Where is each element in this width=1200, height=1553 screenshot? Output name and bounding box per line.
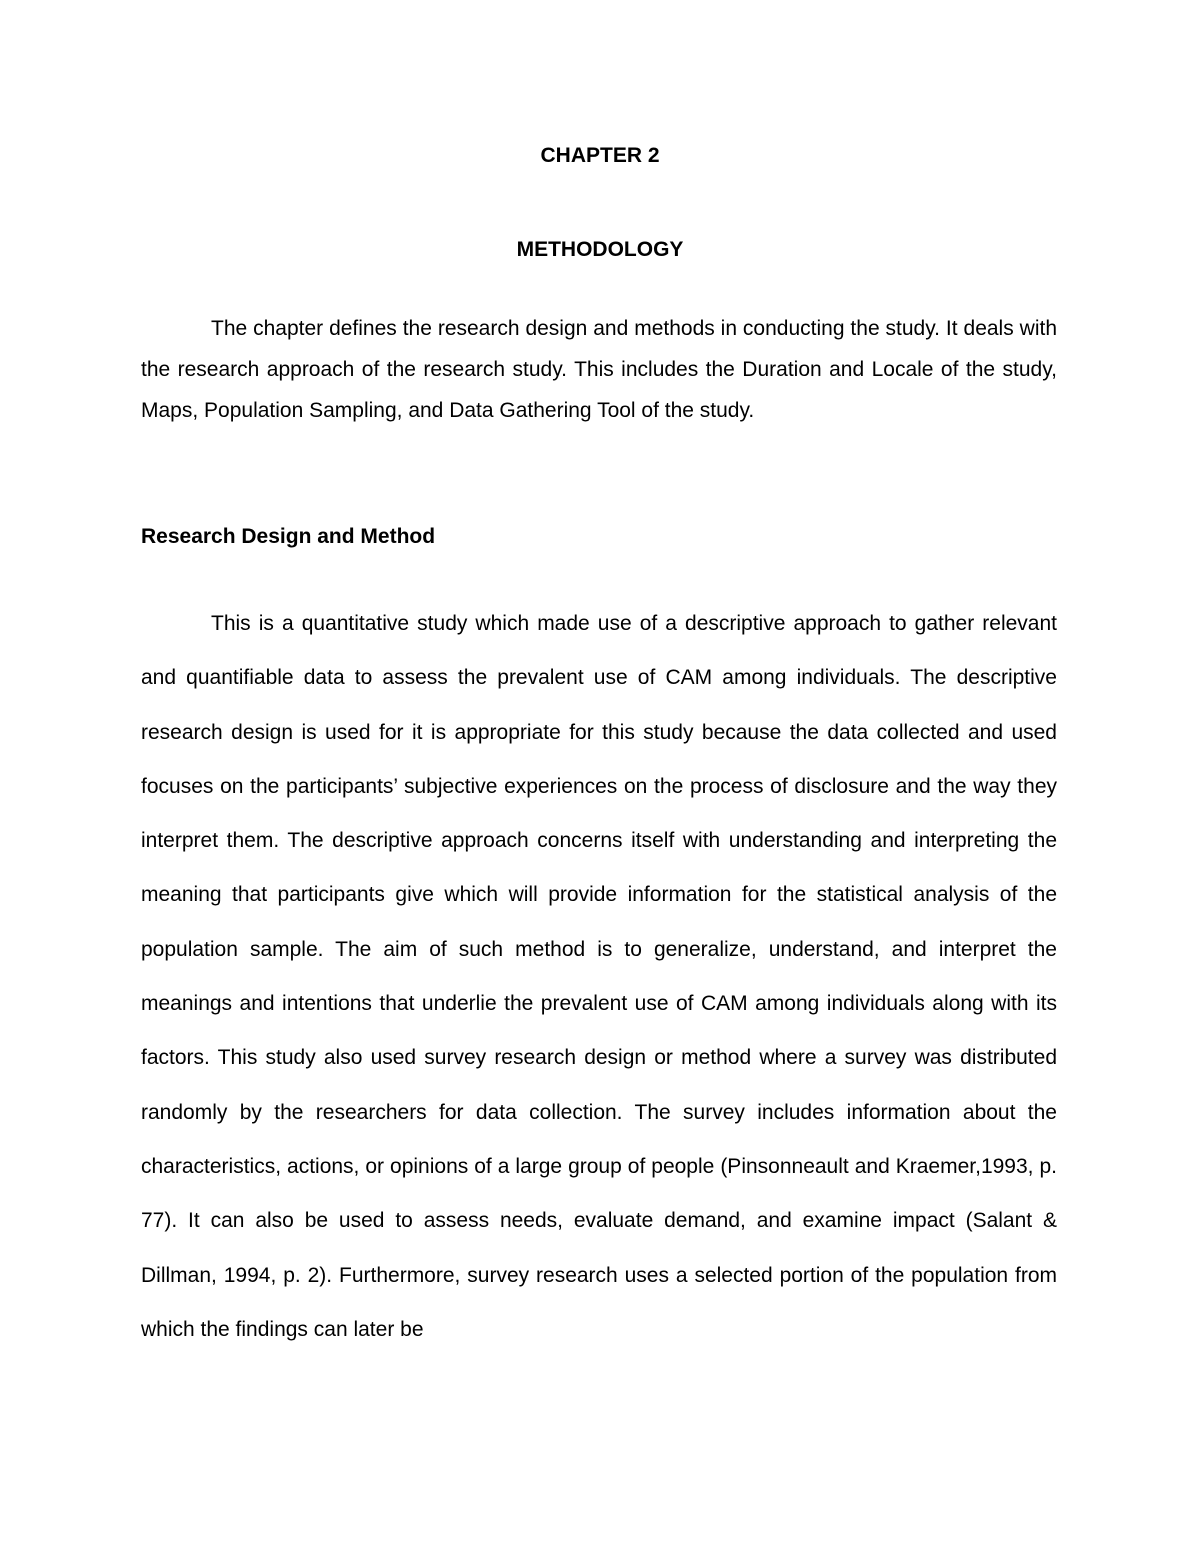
chapter-title: METHODOLOGY bbox=[516, 238, 684, 261]
section-paragraph: This is a quantitative study which made use of a descriptive approach to gather relevant and quantifiable data to assess the prevalent use of CAM among individuals. The descriptive research design is used for it is appropriate for this study because the data collected and used focuses on the participants’ subjective experiences on the process of disclosure and the way they interpret them. The descriptive approach concerns itself with understanding and interpreting the meaning that participants give which will provide information for the statistical analysis of the population sample. The aim of such method is to generalize, understand, and interpret the meanings and intentions that underlie the prevalent use of CAM among individuals along with its factors. This study also used survey research design or method where a survey was distributed randomly by the researchers for data collection. The survey includes information about the characteristics, actions, or opinions of a large group of people (Pinsonneault and Kraemer,1993, p. 77). It can also be used to assess needs, evaluate demand, and examine impact (Salant & Dillman, 1994, p. 2). Furthermore, survey research uses a selected portion of the population from which the findings can later be bbox=[141, 612, 1057, 1341]
section-heading: Research Design and Method bbox=[141, 525, 436, 548]
intro-paragraph: The chapter defines the research design and methods in conducting the study. It deals with the research approach of the research study. This includes the Duration and Locale of the study, Maps, Population Sampling, and Data Gathering Tool of the study. bbox=[141, 317, 1057, 422]
chapter-label: CHAPTER 2 bbox=[540, 144, 660, 167]
